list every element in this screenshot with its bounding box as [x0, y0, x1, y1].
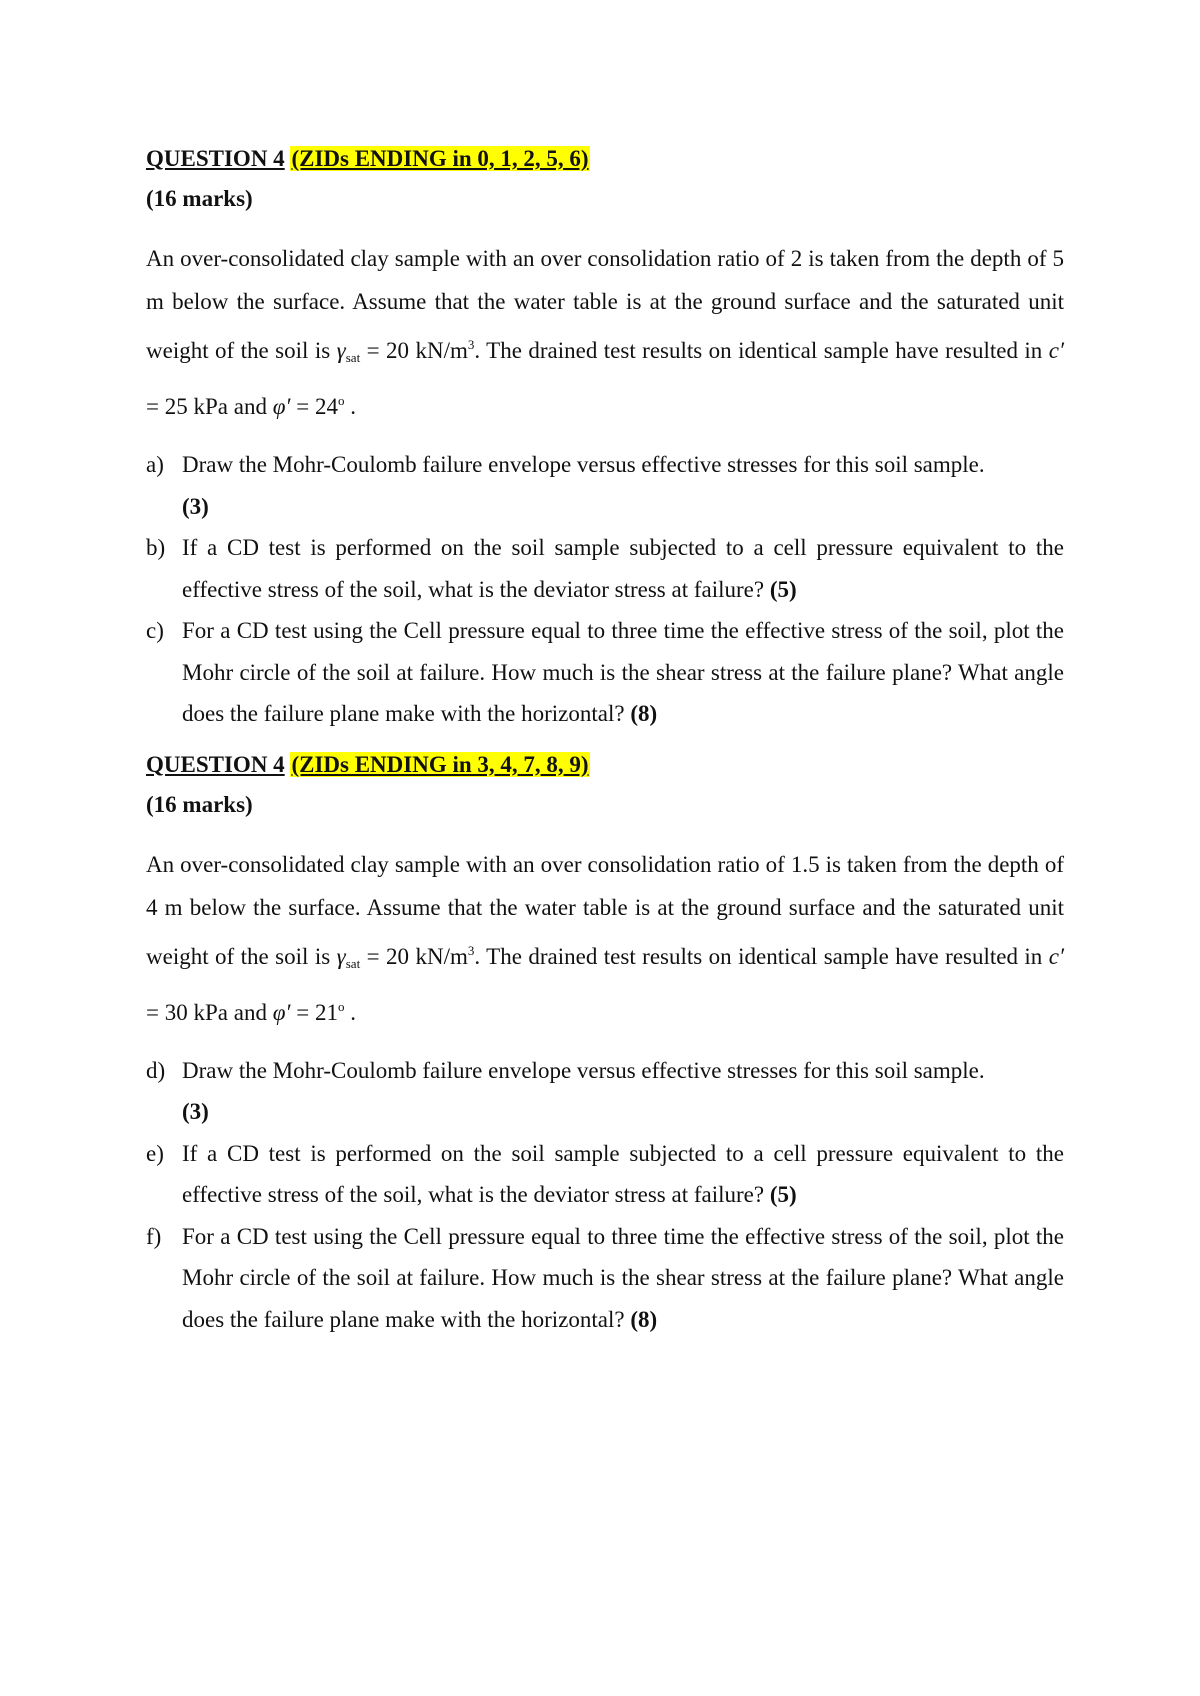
part-label: c) [146, 618, 164, 643]
part-label: f) [146, 1223, 162, 1249]
part-marks: (5) [769, 576, 797, 602]
part-label: b) [146, 535, 166, 560]
and-word: and [233, 394, 267, 419]
zid-highlight: (ZIDs ENDING in 3, 4, 7, 8, 9) [291, 751, 589, 777]
phi-value: = 24 [296, 394, 338, 419]
gamma-symbol: γ [336, 338, 346, 363]
part-text: If a CD test is performed on the soil sample subjected to a cell pressure equivalent to the effective stress of the soil, what is the deviator stress at failure? (5) [182, 1140, 1064, 1207]
question-block-1 [146, 143, 1064, 735]
intro-text-2: . The drained test results on identical sample have resulted in [474, 943, 1043, 969]
question-parts [146, 444, 1064, 735]
part-text: For a CD test using the Cell pressure equal to three time the effective stress of the soil, plot the Mohr circle of the soil at failure. How much is the shear stress at the failure plane? What angle does the failure plane make with the horizontal? (8) [182, 1223, 1064, 1332]
phi-value: = 21 [296, 999, 338, 1025]
part-label: e) [146, 1140, 164, 1166]
question-heading [146, 143, 1064, 175]
gamma-subscript: sat [345, 350, 361, 365]
list-item [146, 527, 1064, 610]
c-value: = 30 kPa [146, 999, 228, 1025]
part-label: a) [146, 452, 164, 477]
intro-text-2: . The drained test results on identical sample have resulted in [474, 338, 1043, 363]
question-heading [146, 749, 1064, 781]
question-number: QUESTION 4 [146, 751, 285, 777]
list-item [146, 444, 1064, 527]
part-text: For a CD test using the Cell pressure equal to three time the effective stress of the soil, plot the Mohr circle of the soil at failure. How much is the shear stress at the failure plane? What angle does the failure plane make with the horizontal? (8) [182, 618, 1064, 726]
list-item [146, 610, 1064, 735]
gamma-subscript: sat [345, 955, 361, 971]
question-marks: (16 marks) [146, 791, 253, 817]
end-period: . [350, 394, 356, 419]
phi-prime-symbol: φ′ [272, 394, 291, 419]
part-text: Draw the Mohr-Coulomb failure envelope versus effective stresses for this soil sample. (3) [182, 452, 985, 519]
c-prime-symbol: c′ [1048, 943, 1065, 969]
degree-symbol: o [337, 998, 345, 1014]
question-marks: (16 marks) [146, 186, 253, 211]
part-marks: (8) [630, 701, 658, 726]
zid-highlight: (ZIDs ENDING in 0, 1, 2, 5, 6) [291, 146, 589, 171]
intro-text: An over-consolidated clay sample with an over consolidation ratio of 2 is taken from the depth of 5 m below the surface. Assume that the water table is at the ground surface and the saturated unit weight of the soil is [146, 246, 1064, 363]
gamma-symbol: γ [336, 943, 346, 969]
part-text: If a CD test is performed on the soil sample subjected to a cell pressure equivalent to the effective stress of the soil, what is the deviator stress at failure? (5) [182, 535, 1064, 602]
cube-superscript: 3 [467, 337, 475, 352]
question-block-2 [146, 749, 1064, 1341]
part-text: Draw the Mohr-Coulomb failure envelope versus effective stresses for this soil sample. (3) [182, 1057, 985, 1124]
question-intro [146, 843, 1064, 1034]
and-word: and [233, 999, 267, 1025]
document-page [146, 143, 1064, 1340]
degree-symbol: o [337, 393, 345, 408]
part-label: d) [146, 1057, 166, 1083]
gamma-value: = 20 kN/m [366, 943, 468, 969]
list-item [146, 1050, 1064, 1133]
list-item [146, 1133, 1064, 1216]
part-marks: (3) [182, 1099, 209, 1124]
list-item [146, 1216, 1064, 1341]
cube-superscript: 3 [467, 942, 475, 958]
question-intro [146, 237, 1064, 428]
part-marks: (8) [630, 1306, 658, 1332]
end-period: . [350, 999, 356, 1025]
phi-prime-symbol: φ′ [272, 999, 291, 1025]
part-marks: (5) [769, 1182, 797, 1207]
gamma-value: = 20 kN/m [366, 338, 468, 363]
question-parts [146, 1050, 1064, 1341]
c-value: = 25 kPa [146, 394, 228, 419]
question-number: QUESTION 4 [146, 146, 285, 171]
c-prime-symbol: c′ [1048, 338, 1065, 363]
intro-text: An over-consolidated clay sample with an over consolidation ratio of 1.5 is taken from the depth of 4 m below the surface. Assume that the water table is at the ground surface and the saturated unit weight of the soil is [146, 851, 1064, 969]
part-marks: (3) [182, 493, 209, 519]
